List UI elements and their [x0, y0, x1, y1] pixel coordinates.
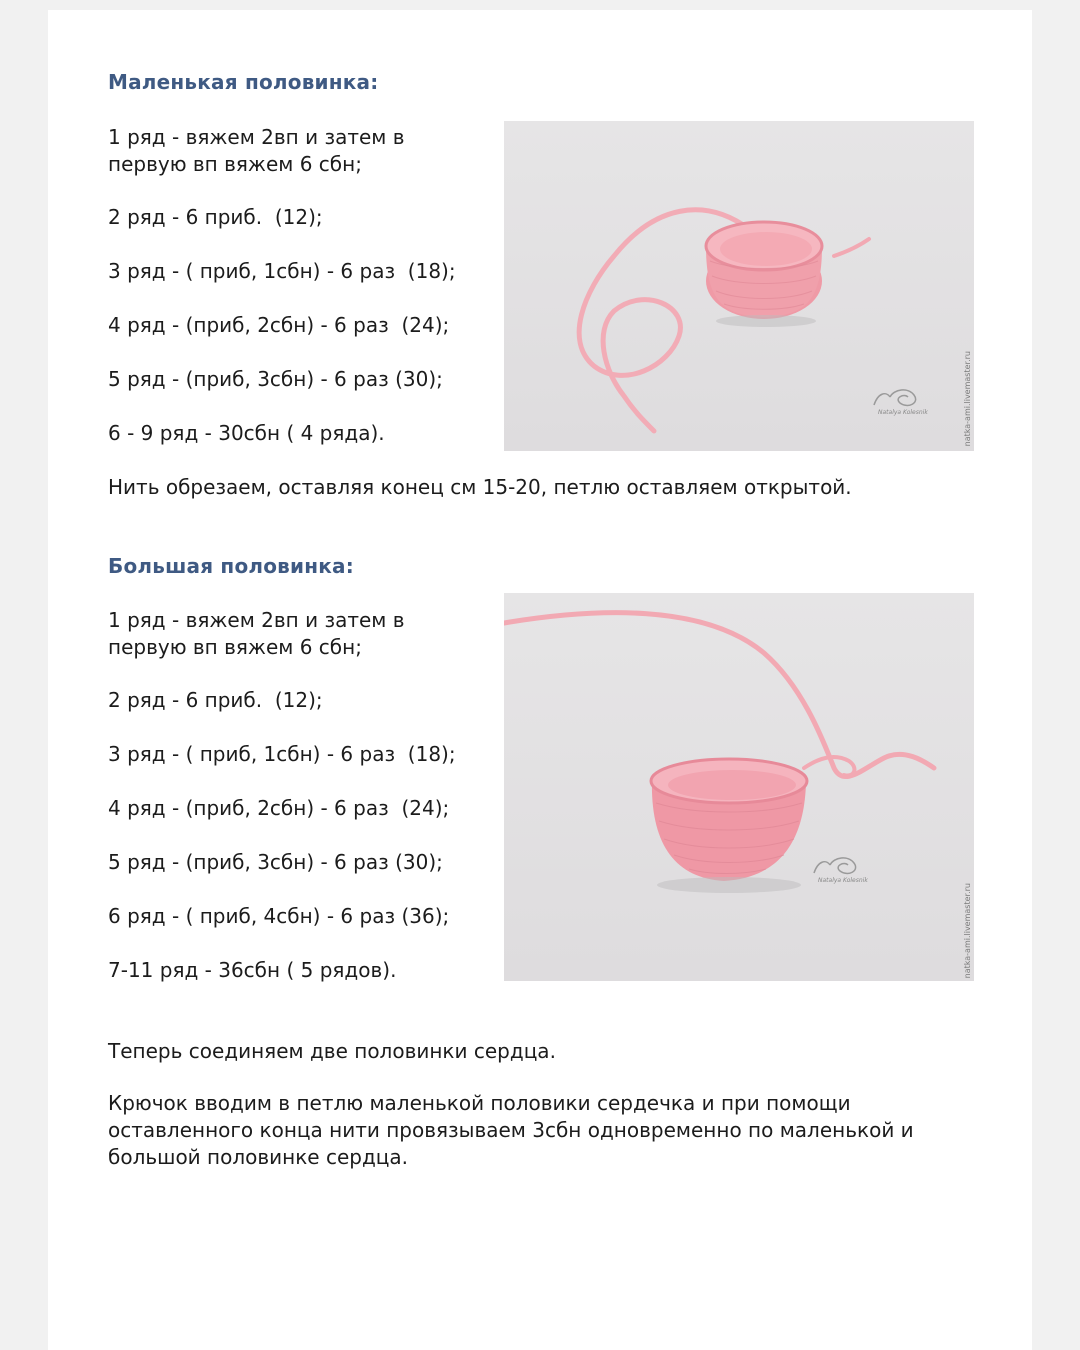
joining-intro: Теперь соединяем две половинки сердца.: [108, 1039, 556, 1063]
small-half-photo: [504, 121, 974, 451]
large-photo-logo-text: Natalya Kolesnik: [818, 877, 868, 884]
small-half-heading: Маленькая половинка:: [108, 70, 379, 94]
large-row-1: 1 ряд - вяжем 2вп и затем в первую вп вяжем 6 сбн;: [108, 608, 411, 659]
small-half-note: Нить обрезаем, оставляя конец см 15-20, петлю оставляем открытой.: [108, 475, 852, 499]
small-photo-logo: [864, 383, 934, 419]
large-row-3: 3 ряд - ( приб, 1сбн) - 6 раз (18);: [108, 742, 456, 766]
small-row-2: 2 ряд - 6 приб. (12);: [108, 205, 323, 229]
document-page: [48, 10, 1032, 1350]
small-photo-logo-text: Natalya Kolesnik: [878, 409, 928, 416]
large-row-4: 4 ряд - (приб, 2сбн) - 6 раз (24);: [108, 796, 450, 820]
small-row-4: 4 ряд - (приб, 2сбн) - 6 раз (24);: [108, 313, 450, 337]
small-photo-watermark: natka-ami.livemaster.ru: [963, 351, 972, 447]
large-half-heading: Большая половинка:: [108, 554, 354, 578]
large-row-6: 6 ряд - ( приб, 4сбн) - 6 раз (36);: [108, 904, 450, 928]
small-row-3: 3 ряд - ( приб, 1сбн) - 6 раз (18);: [108, 259, 456, 283]
large-half-photo: [504, 593, 974, 981]
small-row-5: 5 ряд - (приб, 3сбн) - 6 раз (30);: [108, 367, 443, 391]
large-half-crochet-image: [504, 593, 974, 981]
large-photo-logo: [804, 851, 874, 887]
large-row-5: 5 ряд - (приб, 3сбн) - 6 раз (30);: [108, 850, 443, 874]
small-row-6: 6 - 9 ряд - 30сбн ( 4 ряда).: [108, 421, 385, 445]
joining-instruction: Крючок вводим в петлю маленькой половики сердечка и при помощи оставленного конца нити провязываем 3сбн одновременно по маленькой и большой половинке сердца.: [108, 1091, 921, 1169]
large-row-2: 2 ряд - 6 приб. (12);: [108, 688, 323, 712]
large-photo-watermark: natka-ami.livemaster.ru: [963, 883, 972, 979]
small-row-1: 1 ряд - вяжем 2вп и затем в первую вп вяжем 6 сбн;: [108, 125, 411, 176]
large-row-7: 7-11 ряд - 36сбн ( 5 рядов).: [108, 958, 397, 982]
